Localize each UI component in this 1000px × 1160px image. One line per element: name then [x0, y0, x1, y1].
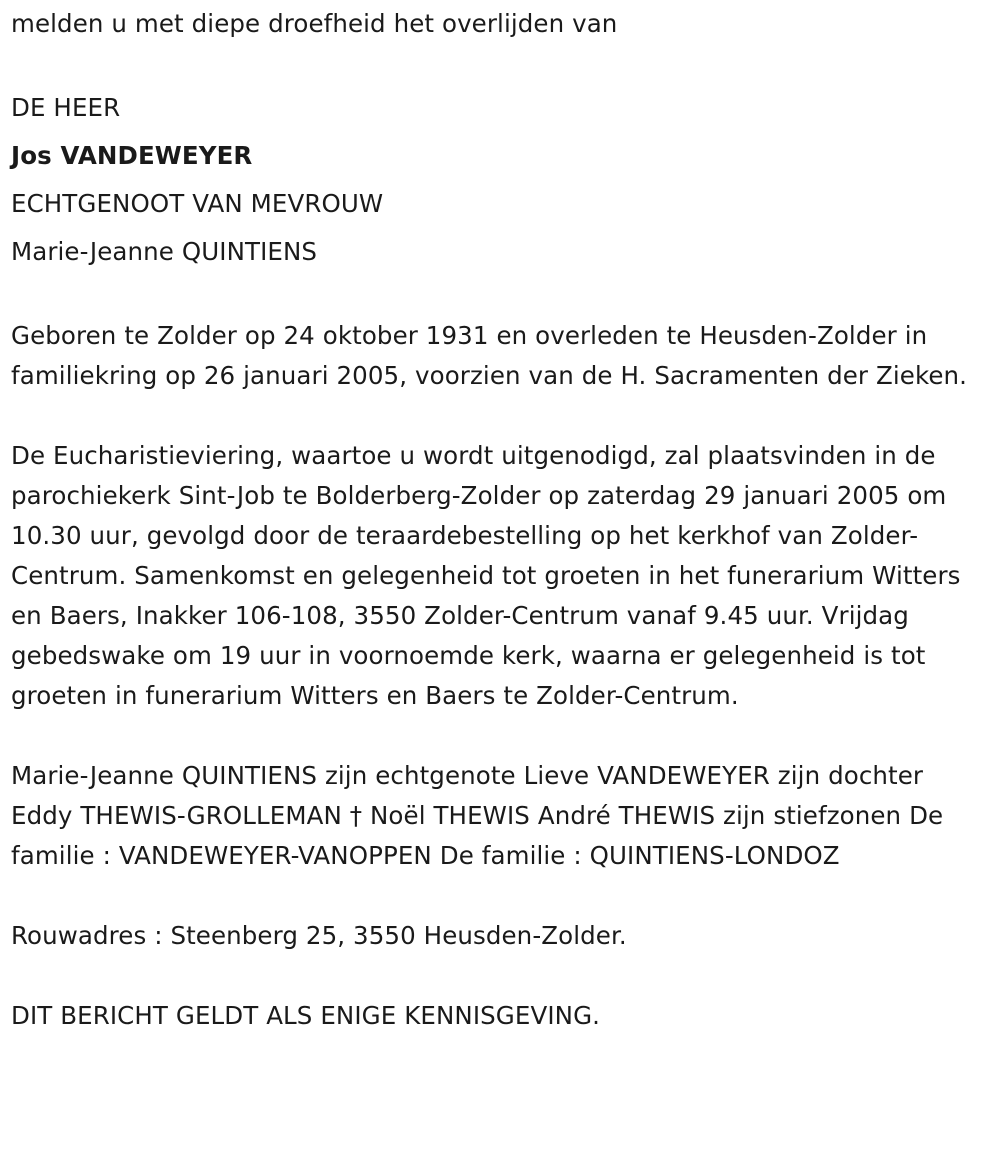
spacer — [11, 876, 991, 916]
spacer — [11, 276, 991, 316]
birth-death-paragraph: Geboren te Zolder op 24 oktober 1931 en overleden te Heusden-Zolder in familiekring op 26 januari 2005, voorzien van de H. Sacramenten der Zieken. — [11, 321, 968, 390]
address-line: Rouwadres : Steenberg 25, 3550 Heusden-Zolder. — [11, 921, 627, 950]
death-notice — [11, 4, 991, 1036]
spouse-label: ECHTGENOOT VAN MEVROUW — [11, 189, 384, 218]
intro-line: melden u met diepe droefheid het overlijden van — [11, 9, 618, 38]
ceremony-paragraph: De Eucharistieviering, waartoe u wordt uitgenodigd, zal plaatsvinden in de parochiekerk Sint-Job te Bolderberg-Zolder op zaterdag 29 januari 2005 om 10.30 uur, gevolgd door de teraardebestelling op het kerkhof van Zolder-Centrum. Samenkomst en gelegenheid tot groeten in het funerarium Witters en Baers, Inakker 106-108, 3550 Zolder-Centrum vanaf 9.45 uur. Vrijdag gebedswake om 19 uur in voornoemde kerk, waarna er gelegenheid is tot groeten in funerarium Witters en Baers te Zolder-Centrum. — [11, 441, 961, 710]
spacer — [11, 716, 991, 756]
title-line: DE HEER — [11, 93, 121, 122]
deceased-name: Jos VANDEWEYER — [11, 141, 253, 170]
spacer — [11, 396, 991, 436]
spacer — [11, 956, 991, 996]
spouse-name: Marie-Jeanne QUINTIENS — [11, 237, 318, 266]
family-paragraph: Marie-Jeanne QUINTIENS zijn echtgenote Lieve VANDEWEYER zijn dochter Eddy THEWIS-GROLLEMAN † Noël THEWIS André THEWIS zijn stiefzonen De familie : VANDEWEYER-VANOPPEN De familie : QUINTIENS-LONDOZ — [11, 761, 944, 870]
spacer — [11, 44, 991, 84]
closing-line: DIT BERICHT GELDT ALS ENIGE KENNISGEVING. — [11, 1001, 601, 1030]
